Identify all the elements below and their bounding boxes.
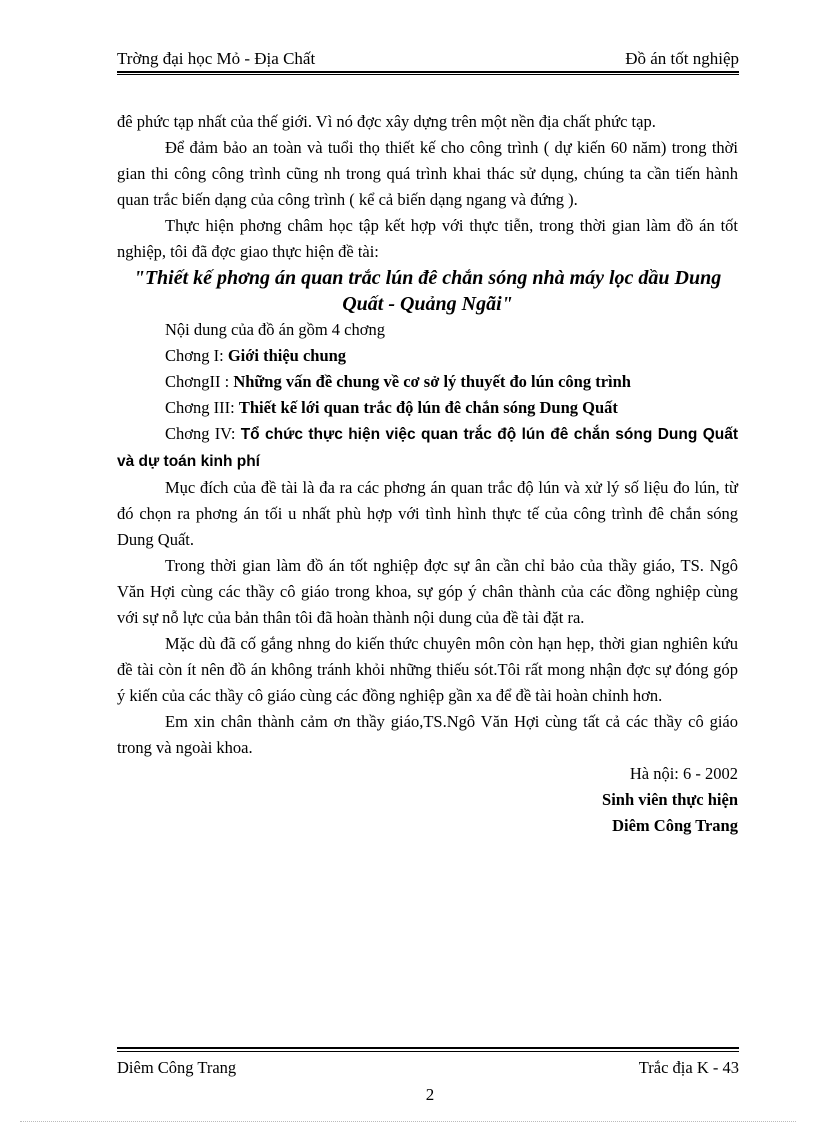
chapter-3 — [117, 395, 738, 421]
page-footer — [117, 1058, 739, 1078]
paragraph-7: Mặc dù đã cố gắng nhng do kiến thức chuyên môn còn hạn hẹp, thời gian nghiên kứu đề tài còn ít nên đồ án không tránh khỏi những thiếu sót.Tôi rất mong nhận đợc sự đóng góp ý kiến của các thầy cô giáo cùng các đồng nghiệp gần xa để đề tài hoàn chỉnh hơn. — [117, 634, 738, 705]
page-header — [117, 49, 739, 69]
paragraph-6: Trong thời gian làm đồ án tốt nghiệp đợc sự ân cần chỉ bảo của thầy giáo, TS. Ngô Văn Hợi cùng các thầy cô giáo trong khoa, sự góp ý chân thành của các đồng nghiệp cùng với sự nỗ lực của bản thân tôi đã hoàn thành nội dung của đề tài đặt ra. — [117, 556, 738, 627]
header-rule-thin — [117, 74, 739, 75]
paragraph-2: Để đảm bảo an toàn và tuổi thọ thiết kế cho công trình ( dự kiến 60 năm) trong thời gian thi công công trình cũng nh trong quá trình khai thác sử dụng, chúng ta cần tiến hành quan trắc biến dạng của công trình ( kể cả biến dạng ngang và đứng ). — [117, 138, 738, 209]
chapter-label: Chơng IV: — [165, 424, 241, 443]
page-bottom-dotted-line — [20, 1121, 796, 1122]
paragraph-8: Em xin chân thành cảm ơn thầy giáo,TS.Ngô Văn Hợi cùng tất cả các thầy cô giáo trong và ngoài khoa. — [117, 712, 738, 757]
footer-author: Diêm Công Trang — [117, 1058, 237, 1077]
page-number: 2 — [425, 1085, 435, 1104]
chapter-4 — [117, 421, 738, 475]
chapter-1 — [117, 343, 738, 369]
chapter-label: ChơngII : — [165, 372, 234, 391]
paragraph-3: Thực hiện phơng châm học tập kết hợp với thực tiễn, trong thời gian làm đồ án tốt nghiệp, tôi đã đợc giao thực hiện đề tài: — [117, 216, 738, 261]
footer-class: Trắc địa K - 43 — [638, 1058, 739, 1077]
document-body — [117, 109, 738, 839]
sign-date: Hà nội: 6 - 2002 — [629, 764, 738, 783]
sign-role: Sinh viên thực hiện — [602, 790, 738, 809]
chapter-title: Thiết kế lới quan trắc độ lún đê chắn sóng Dung Quất — [238, 398, 618, 417]
header-doc-type: Đồ án tốt nghiệp — [625, 49, 739, 68]
chapter-title: Những vấn đề chung về cơ sở lý thuyết đo lún công trình — [233, 372, 631, 391]
signature-block — [117, 761, 738, 839]
footer-rule-thick — [117, 1047, 739, 1049]
chapter-title: Tổ chức thực hiện việc quan trắc độ lún đê chắn sóng Dung Quất và dự toán kinh phí — [117, 426, 738, 470]
chapter-2 — [117, 369, 738, 395]
header-rule-thick — [117, 71, 739, 73]
paragraph-5: Mục đích của đề tài là đa ra các phơng án quan trắc độ lún và xử lý số liệu đo lún, từ đó chọn ra phơng án tối u nhất phù hợp với tình hình thực tế của công trình đê chắn sóng Dung Quất. — [117, 478, 738, 549]
footer-rule-thin — [117, 1051, 739, 1052]
chapter-label: Chơng I: — [165, 346, 228, 365]
paragraph-1: đê phức tạp nhất của thế giới. Vì nó đợc xây dựng trên một nền địa chất phức tạp. — [117, 112, 656, 131]
header-university: Trờng đại học Mỏ - Địa Chất — [117, 49, 316, 68]
sign-name: Diêm Công Trang — [612, 816, 738, 835]
chapter-title: Giới thiệu chung — [227, 346, 347, 365]
thesis-title: "Thiết kế phơng án quan trắc lún đê chắn sóng nhà máy lọc dầu Dung Quất - Quảng Ngãi" — [133, 267, 722, 315]
chapter-label: Chơng III: — [165, 398, 239, 417]
paragraph-4: Nội dung của đồ án gồm 4 chơng — [165, 320, 385, 339]
